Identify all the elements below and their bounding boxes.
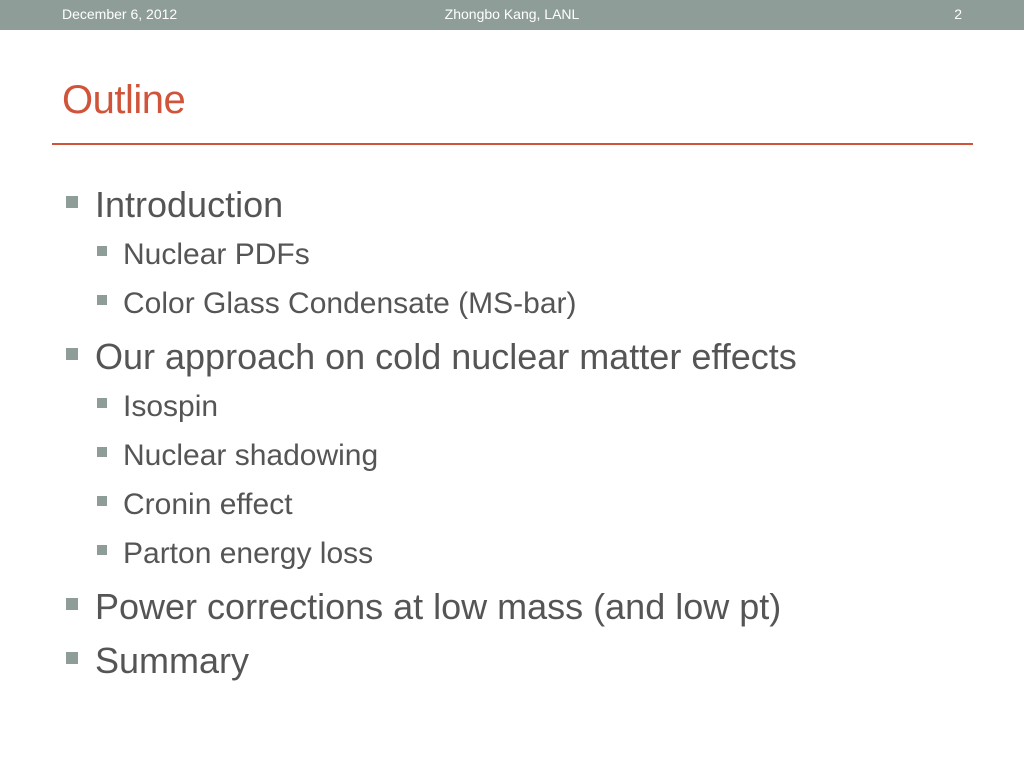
square-bullet-icon xyxy=(66,652,78,664)
outline-item-label: Power corrections at low mass (and low pt) xyxy=(95,586,782,627)
square-bullet-icon xyxy=(97,295,107,305)
page-number: 2 xyxy=(954,6,962,22)
outline-item-cold-nuclear-matter xyxy=(62,332,962,382)
outline-item-label: Summary xyxy=(95,640,250,681)
outline-list xyxy=(62,180,962,686)
outline-item-label: Nuclear shadowing xyxy=(123,439,379,472)
outline-item-label: Our approach on cold nuclear matter effects xyxy=(95,336,797,377)
outline-item-introduction xyxy=(62,180,962,230)
outline-item-label: Parton energy loss xyxy=(123,537,374,570)
outline-item-label: Nuclear PDFs xyxy=(123,238,310,271)
outline-item-summary xyxy=(62,636,962,686)
outline-subitem-parton-energy-loss xyxy=(62,529,962,578)
square-bullet-icon xyxy=(97,545,107,555)
square-bullet-icon xyxy=(97,496,107,506)
outline-subitem-nuclear-pdfs xyxy=(62,230,962,279)
title-divider xyxy=(52,143,973,145)
header-bar xyxy=(0,0,1024,30)
outline-subitem-nuclear-shadowing xyxy=(62,431,962,480)
square-bullet-icon xyxy=(97,398,107,408)
square-bullet-icon xyxy=(66,196,78,208)
header-date: December 6, 2012 xyxy=(62,6,178,22)
outline-item-label: Cronin effect xyxy=(123,488,293,521)
outline-item-label: Color Glass Condensate (MS-bar) xyxy=(123,287,577,320)
square-bullet-icon xyxy=(66,348,78,360)
outline-item-label: Introduction xyxy=(95,184,284,225)
outline-subitem-color-glass-condensate xyxy=(62,279,962,328)
outline-subitem-isospin xyxy=(62,382,962,431)
outline-item-label: Isospin xyxy=(123,390,219,423)
outline-item-power-corrections xyxy=(62,582,962,632)
square-bullet-icon xyxy=(66,598,78,610)
slide-title: Outline xyxy=(62,78,186,122)
square-bullet-icon xyxy=(97,246,107,256)
outline-subitem-cronin-effect xyxy=(62,480,962,529)
header-author: Zhongbo Kang, LANL xyxy=(444,6,580,22)
square-bullet-icon xyxy=(97,447,107,457)
